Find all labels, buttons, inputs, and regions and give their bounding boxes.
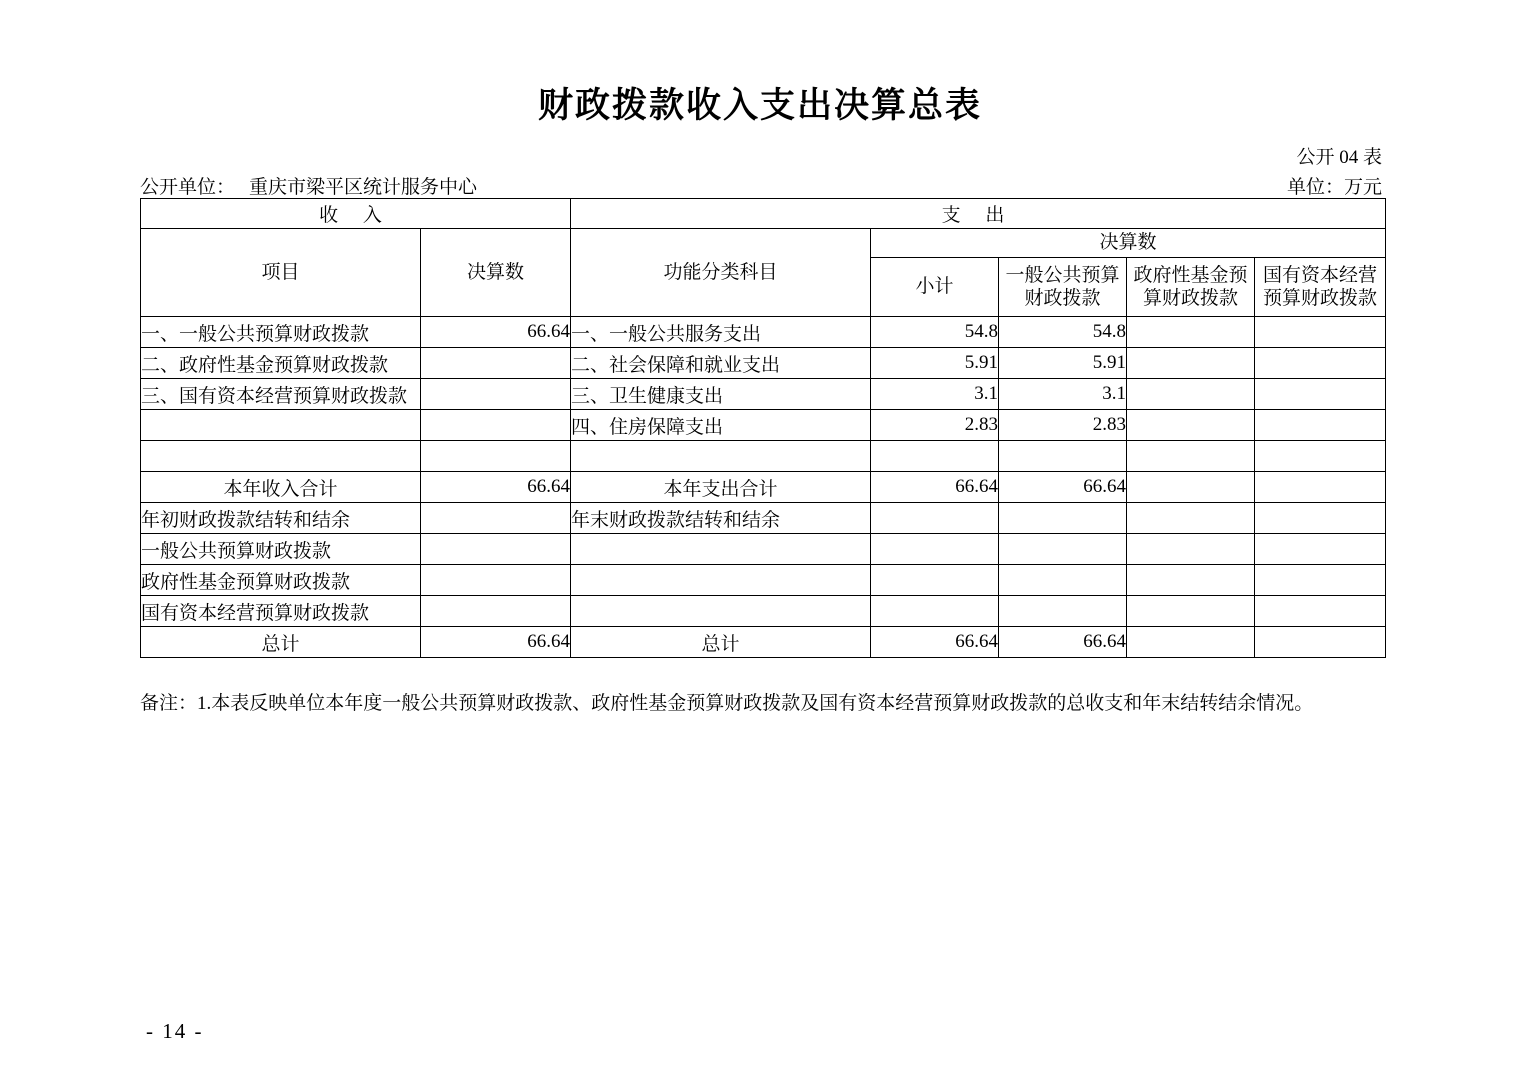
budget-table xyxy=(140,198,1386,658)
expense-fund-value xyxy=(1127,441,1255,472)
disclosure-unit-name: 重庆市梁平区统计服务中心 xyxy=(249,177,478,198)
table-note: 备注：1.本表反映单位本年度一般公共预算财政拨款、政府性基金预算财政拨款及国有资本经营预算财政拨款的总收支和年末结转结余情况。 xyxy=(140,693,1314,714)
expense-fund-value xyxy=(1127,348,1255,379)
form-code-label: 公开 04 表 xyxy=(1296,147,1382,168)
carryover-expense-label xyxy=(571,596,871,627)
table-header-row-1 xyxy=(141,229,1386,258)
page-title: 财政拨款收入支出决算总表 xyxy=(537,86,982,125)
expense-capital-value xyxy=(1255,348,1386,379)
expense-total-fund xyxy=(1127,472,1255,503)
expense-subtotal-value: 54.8 xyxy=(871,317,999,348)
carryover-capital xyxy=(1255,565,1386,596)
table-row-grand-total xyxy=(141,627,1386,658)
carryover-capital xyxy=(1255,596,1386,627)
carryover-general xyxy=(999,534,1127,565)
expense-subtotal-value: 2.83 xyxy=(871,410,999,441)
income-group-header: 收 入 xyxy=(141,199,571,229)
expense-fund-value xyxy=(1127,410,1255,441)
carryover-income-value xyxy=(421,503,571,534)
page-number: - 14 - xyxy=(146,1019,204,1043)
header-subtotal: 小计 xyxy=(871,258,999,317)
carryover-fund xyxy=(1127,534,1255,565)
expense-item-label: 一、一般公共服务支出 xyxy=(571,317,871,348)
expense-fund-value xyxy=(1127,379,1255,410)
expense-capital-value xyxy=(1255,441,1386,472)
grand-total-general: 66.64 xyxy=(999,627,1127,658)
table-row-carryover xyxy=(141,565,1386,596)
expense-total-capital xyxy=(1255,472,1386,503)
carryover-subtotal xyxy=(871,503,999,534)
income-item-value xyxy=(421,410,571,441)
carryover-fund xyxy=(1127,596,1255,627)
expense-item-label: 三、卫生健康支出 xyxy=(571,379,871,410)
income-item-value xyxy=(421,441,571,472)
table-group-header-row xyxy=(141,199,1386,229)
expense-group-header: 支 出 xyxy=(571,199,1386,229)
carryover-income-value xyxy=(421,565,571,596)
expense-fund-value xyxy=(1127,317,1255,348)
income-item-label: 三、国有资本经营预算财政拨款 xyxy=(141,379,421,410)
expense-capital-value xyxy=(1255,410,1386,441)
expense-general-value: 5.91 xyxy=(999,348,1127,379)
carryover-income-label: 政府性基金预算财政拨款 xyxy=(141,565,421,596)
carryover-expense-label xyxy=(571,534,871,565)
expense-general-value: 3.1 xyxy=(999,379,1127,410)
income-item-value xyxy=(421,379,571,410)
expense-capital-value xyxy=(1255,317,1386,348)
carryover-expense-label: 年末财政拨款结转和结余 xyxy=(571,503,871,534)
carryover-income-value xyxy=(421,596,571,627)
table-row-carryover xyxy=(141,596,1386,627)
carryover-fund xyxy=(1127,565,1255,596)
carryover-subtotal xyxy=(871,596,999,627)
amount-unit-label: 单位：万元 xyxy=(1286,177,1382,198)
income-item-label xyxy=(141,441,421,472)
header-final-amount: 决算数 xyxy=(871,229,1386,258)
header-gov-fund: 政府性基金预算财政拨款 xyxy=(1127,258,1255,317)
grand-total-income-value: 66.64 xyxy=(421,627,571,658)
expense-total-subtotal: 66.64 xyxy=(871,472,999,503)
carryover-general xyxy=(999,565,1127,596)
expense-general-value: 2.83 xyxy=(999,410,1127,441)
carryover-income-label: 国有资本经营预算财政拨款 xyxy=(141,596,421,627)
carryover-income-value xyxy=(421,534,571,565)
table-row-total-year xyxy=(141,472,1386,503)
carryover-subtotal xyxy=(871,565,999,596)
expense-capital-value xyxy=(1255,379,1386,410)
income-total-value: 66.64 xyxy=(421,472,571,503)
carryover-capital xyxy=(1255,534,1386,565)
expense-subtotal-value xyxy=(871,441,999,472)
expense-subtotal-value: 3.1 xyxy=(871,379,999,410)
expense-item-label xyxy=(571,441,871,472)
grand-total-expense-label: 总计 xyxy=(571,627,871,658)
disclosure-unit-line xyxy=(140,172,477,199)
table-row xyxy=(141,441,1386,472)
header-income-final: 决算数 xyxy=(421,229,571,317)
carryover-general xyxy=(999,596,1127,627)
expense-total-label: 本年支出合计 xyxy=(571,472,871,503)
income-item-value: 66.64 xyxy=(421,317,571,348)
carryover-income-label: 一般公共预算财政拨款 xyxy=(141,534,421,565)
header-general-public: 一般公共预算财政拨款 xyxy=(999,258,1127,317)
grand-total-capital xyxy=(1255,627,1386,658)
carryover-expense-label xyxy=(571,565,871,596)
grand-total-subtotal: 66.64 xyxy=(871,627,999,658)
carryover-subtotal xyxy=(871,534,999,565)
carryover-general xyxy=(999,503,1127,534)
income-item-label: 二、政府性基金预算财政拨款 xyxy=(141,348,421,379)
grand-total-income-label: 总计 xyxy=(141,627,421,658)
expense-general-value: 54.8 xyxy=(999,317,1127,348)
income-item-label xyxy=(141,410,421,441)
carryover-income-label: 年初财政拨款结转和结余 xyxy=(141,503,421,534)
table-row xyxy=(141,410,1386,441)
income-item-value xyxy=(421,348,571,379)
grand-total-fund xyxy=(1127,627,1255,658)
disclosure-unit-label: 公开单位： xyxy=(140,177,236,198)
expense-subtotal-value: 5.91 xyxy=(871,348,999,379)
expense-item-label: 二、社会保障和就业支出 xyxy=(571,348,871,379)
carryover-capital xyxy=(1255,503,1386,534)
header-expense-category: 功能分类科目 xyxy=(571,229,871,317)
header-income-item: 项目 xyxy=(141,229,421,317)
expense-general-value xyxy=(999,441,1127,472)
expense-total-general: 66.64 xyxy=(999,472,1127,503)
carryover-fund xyxy=(1127,503,1255,534)
income-total-label: 本年收入合计 xyxy=(141,472,421,503)
table-row xyxy=(141,348,1386,379)
header-state-capital: 国有资本经营预算财政拨款 xyxy=(1255,258,1386,317)
income-item-label: 一、一般公共预算财政拨款 xyxy=(141,317,421,348)
table-row xyxy=(141,317,1386,348)
expense-item-label: 四、住房保障支出 xyxy=(571,410,871,441)
table-row-carryover xyxy=(141,534,1386,565)
table-row xyxy=(141,379,1386,410)
table-row-carryover xyxy=(141,503,1386,534)
